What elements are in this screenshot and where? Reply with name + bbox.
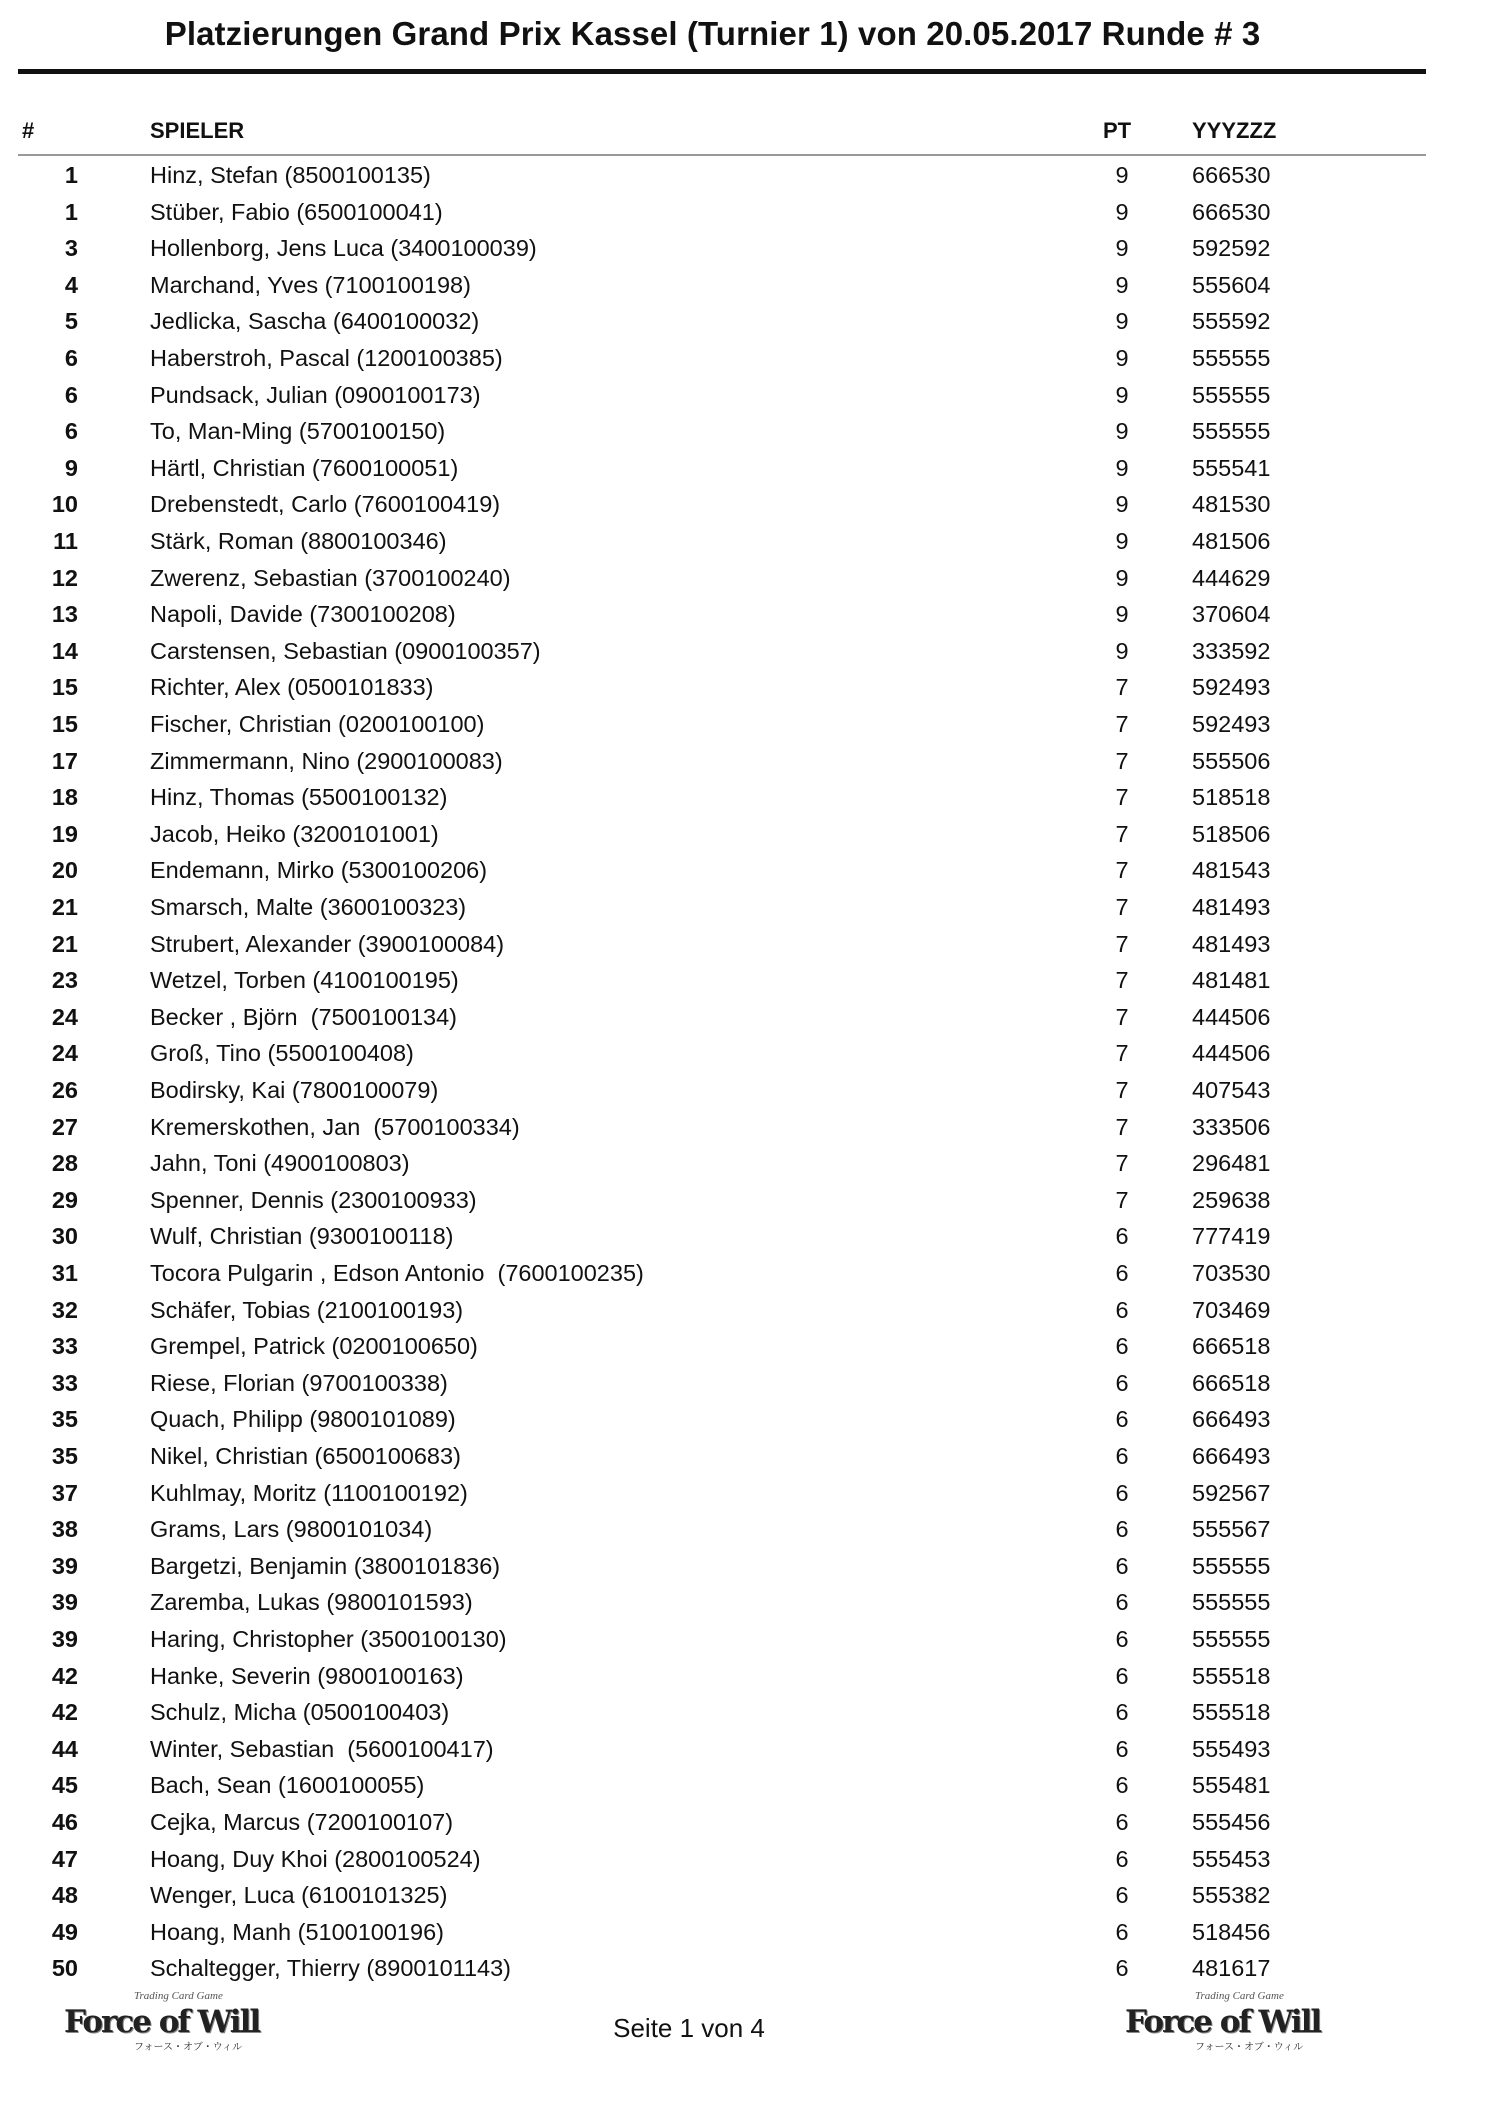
player-cell: Smarsch, Malte (3600100323) bbox=[150, 894, 467, 920]
tiebreak-cell: 518518 bbox=[1192, 784, 1271, 811]
player-cell: Wenger, Luca (6100101325) bbox=[150, 1882, 448, 1909]
table-row bbox=[0, 378, 1500, 414]
player-cell: Napoli, Davide (7300100208) bbox=[150, 601, 456, 628]
player-cell: Pundsack, Julian (0900100173) bbox=[150, 381, 481, 408]
points-cell: 6 bbox=[1115, 1516, 1129, 1543]
page-title: Platzierungen Grand Prix Kassel (Turnier 1) von 20.05.2017 Runde # 3 bbox=[164, 15, 1261, 52]
rank-cell: 4 bbox=[64, 271, 78, 298]
rank-cell: 17 bbox=[51, 747, 78, 774]
points-cell: 9 bbox=[1115, 198, 1129, 225]
points-cell: 9 bbox=[1115, 528, 1129, 554]
rank-cell: 37 bbox=[51, 1479, 78, 1506]
logo-name: Force of Will bbox=[1125, 2004, 1321, 2040]
table-row bbox=[0, 1585, 1500, 1621]
points-cell: 7 bbox=[1115, 1113, 1129, 1140]
player-cell: Tocora Pulgarin , Edson Antonio (7600100235) bbox=[150, 1260, 644, 1286]
player-cell: Hanke, Severin (9800100163) bbox=[150, 1662, 464, 1689]
table-row bbox=[0, 707, 1500, 743]
tiebreak-cell: 555555 bbox=[1192, 1626, 1271, 1652]
player-cell: To, Man-Ming (5700100150) bbox=[150, 418, 446, 445]
player-cell: Winter, Sebastian (5600100417) bbox=[150, 1735, 494, 1762]
points-cell: 6 bbox=[1115, 1735, 1129, 1762]
table-row bbox=[0, 195, 1500, 231]
points-cell: 9 bbox=[1115, 381, 1129, 408]
rank-cell: 47 bbox=[51, 1845, 78, 1872]
player-cell: Carstensen, Sebastian (0900100357) bbox=[150, 637, 541, 664]
tiebreak-cell: 481481 bbox=[1192, 967, 1271, 994]
title-divider bbox=[18, 69, 1426, 74]
points-cell: 6 bbox=[1115, 1809, 1129, 1835]
table-row bbox=[0, 1951, 1500, 1987]
table-row bbox=[0, 1000, 1500, 1036]
table-row bbox=[0, 1293, 1500, 1329]
table-row bbox=[0, 1073, 1500, 1109]
tiebreak-cell: 555555 bbox=[1192, 1589, 1271, 1616]
table-row bbox=[0, 927, 1500, 963]
table-row bbox=[0, 817, 1500, 853]
tiebreak-cell: 592493 bbox=[1192, 711, 1271, 737]
points-cell: 7 bbox=[1115, 820, 1129, 847]
player-cell: Richter, Alex (0500101833) bbox=[150, 674, 434, 701]
player-cell: Jahn, Toni (4900100803) bbox=[150, 1150, 410, 1177]
table-row bbox=[0, 670, 1500, 706]
rank-cell: 1 bbox=[64, 162, 78, 188]
points-cell: 7 bbox=[1115, 857, 1129, 884]
rank-cell: 31 bbox=[51, 1260, 78, 1286]
rank-cell: 23 bbox=[51, 967, 78, 994]
logo-japanese: フォース・オブ・ウィル bbox=[1195, 2042, 1304, 2053]
rank-cell: 39 bbox=[51, 1589, 78, 1616]
logo-tagline: Trading Card Game bbox=[134, 1990, 223, 2002]
table-row bbox=[0, 1476, 1500, 1512]
player-cell: Grams, Lars (9800101034) bbox=[150, 1516, 433, 1543]
player-cell: Schaltegger, Thierry (8900101143) bbox=[150, 1955, 512, 1982]
points-cell: 6 bbox=[1115, 1552, 1129, 1579]
table-row bbox=[0, 1439, 1500, 1475]
table-row bbox=[0, 1183, 1500, 1219]
table-row bbox=[0, 561, 1500, 597]
points-cell: 6 bbox=[1115, 1260, 1129, 1286]
table-row bbox=[0, 780, 1500, 816]
tiebreak-cell: 259638 bbox=[1192, 1186, 1271, 1213]
tiebreak-cell: 592592 bbox=[1192, 235, 1271, 262]
rank-cell: 45 bbox=[51, 1772, 78, 1799]
points-cell: 6 bbox=[1115, 1406, 1129, 1433]
points-cell: 9 bbox=[1115, 308, 1129, 335]
player-cell: Jacob, Heiko (3200101001) bbox=[150, 820, 439, 847]
tiebreak-cell: 555456 bbox=[1192, 1809, 1271, 1835]
tiebreak-cell: 296481 bbox=[1192, 1150, 1271, 1177]
tiebreak-cell: 555506 bbox=[1192, 747, 1271, 774]
player-cell: Spenner, Dennis (2300100933) bbox=[150, 1186, 477, 1213]
rank-cell: 33 bbox=[51, 1369, 78, 1396]
column-header-rank: # bbox=[22, 118, 35, 143]
tiebreak-cell: 555382 bbox=[1192, 1882, 1271, 1909]
player-cell: Nikel, Christian (6500100683) bbox=[150, 1443, 461, 1469]
points-cell: 9 bbox=[1115, 162, 1129, 188]
table-row bbox=[0, 1512, 1500, 1548]
player-cell: Cejka, Marcus (7200100107) bbox=[150, 1809, 454, 1835]
player-cell: Hinz, Stefan (8500100135) bbox=[150, 162, 431, 188]
points-cell: 6 bbox=[1115, 1296, 1129, 1323]
tiebreak-cell: 370604 bbox=[1192, 601, 1271, 628]
player-cell: Hoang, Manh (5100100196) bbox=[150, 1918, 444, 1945]
rank-cell: 30 bbox=[51, 1223, 78, 1250]
rank-cell: 24 bbox=[51, 1003, 78, 1030]
tiebreak-cell: 481493 bbox=[1192, 930, 1271, 957]
rank-cell: 39 bbox=[51, 1626, 78, 1652]
rank-cell: 33 bbox=[51, 1333, 78, 1360]
player-cell: Stärk, Roman (8800100346) bbox=[150, 528, 447, 554]
logo-tagline: Trading Card Game bbox=[1195, 1990, 1284, 2002]
rank-cell: 28 bbox=[51, 1150, 78, 1177]
rank-cell: 27 bbox=[51, 1113, 78, 1140]
rank-cell: 21 bbox=[51, 930, 78, 957]
column-header-points: PT bbox=[1103, 118, 1132, 143]
player-cell: Endemann, Mirko (5300100206) bbox=[150, 857, 488, 884]
table-row bbox=[0, 268, 1500, 304]
logo-japanese: フォース・オブ・ウィル bbox=[134, 2042, 243, 2053]
tiebreak-cell: 444506 bbox=[1192, 1003, 1271, 1030]
table-row bbox=[0, 1915, 1500, 1951]
force-of-will-logo-right bbox=[1125, 1990, 1385, 2056]
tiebreak-cell: 666518 bbox=[1192, 1333, 1271, 1360]
rank-cell: 1 bbox=[64, 198, 78, 225]
player-cell: Groß, Tino (5500100408) bbox=[150, 1040, 414, 1067]
tiebreak-cell: 777419 bbox=[1192, 1223, 1271, 1250]
rank-cell: 48 bbox=[51, 1882, 78, 1909]
tiebreak-cell: 555604 bbox=[1192, 271, 1271, 298]
table-row bbox=[0, 487, 1500, 523]
tiebreak-cell: 333592 bbox=[1192, 637, 1271, 664]
table-row bbox=[0, 853, 1500, 889]
rank-cell: 42 bbox=[51, 1662, 78, 1689]
player-cell: Zaremba, Lukas (9800101593) bbox=[150, 1589, 473, 1616]
points-cell: 9 bbox=[1115, 418, 1129, 445]
table-row bbox=[0, 1366, 1500, 1402]
points-cell: 7 bbox=[1115, 1077, 1129, 1103]
table-row bbox=[0, 963, 1500, 999]
rank-cell: 42 bbox=[51, 1699, 78, 1726]
rank-cell: 26 bbox=[51, 1077, 78, 1103]
rank-cell: 3 bbox=[64, 235, 78, 262]
table-row bbox=[0, 634, 1500, 670]
table-row bbox=[0, 1329, 1500, 1365]
table-row bbox=[0, 158, 1500, 194]
player-cell: Schäfer, Tobias (2100100193) bbox=[150, 1296, 464, 1323]
points-cell: 6 bbox=[1115, 1918, 1129, 1945]
column-header-tiebreak: YYYZZZ bbox=[1192, 118, 1277, 143]
points-cell: 6 bbox=[1115, 1662, 1129, 1689]
points-cell: 7 bbox=[1115, 711, 1129, 737]
table-row bbox=[0, 1219, 1500, 1255]
tiebreak-cell: 592493 bbox=[1192, 674, 1271, 701]
rank-cell: 38 bbox=[51, 1516, 78, 1543]
points-cell: 7 bbox=[1115, 674, 1129, 701]
table-row bbox=[0, 1549, 1500, 1585]
points-cell: 6 bbox=[1115, 1333, 1129, 1360]
points-cell: 6 bbox=[1115, 1882, 1129, 1909]
table-row bbox=[0, 524, 1500, 560]
table-row bbox=[0, 1146, 1500, 1182]
player-cell: Hollenborg, Jens Luca (3400100039) bbox=[150, 235, 537, 262]
tiebreak-cell: 555555 bbox=[1192, 381, 1271, 408]
table-row bbox=[0, 1805, 1500, 1841]
rank-cell: 29 bbox=[51, 1186, 78, 1213]
table-row bbox=[0, 890, 1500, 926]
tiebreak-cell: 481617 bbox=[1192, 1955, 1271, 1982]
tiebreak-cell: 703530 bbox=[1192, 1260, 1271, 1286]
points-cell: 7 bbox=[1115, 1003, 1129, 1030]
tiebreak-cell: 555555 bbox=[1192, 1552, 1271, 1579]
player-cell: Becker , Björn (7500100134) bbox=[150, 1003, 457, 1030]
player-cell: Schulz, Micha (0500100403) bbox=[150, 1699, 450, 1726]
points-cell: 7 bbox=[1115, 930, 1129, 957]
rank-cell: 6 bbox=[64, 418, 78, 445]
points-cell: 6 bbox=[1115, 1699, 1129, 1726]
rank-cell: 39 bbox=[51, 1552, 78, 1579]
rank-cell: 5 bbox=[64, 308, 78, 335]
tiebreak-cell: 555518 bbox=[1192, 1699, 1271, 1726]
table-row bbox=[0, 1695, 1500, 1731]
player-cell: Quach, Philipp (9800101089) bbox=[150, 1406, 456, 1433]
points-cell: 6 bbox=[1115, 1772, 1129, 1799]
player-cell: Wulf, Christian (9300100118) bbox=[150, 1223, 454, 1250]
points-cell: 6 bbox=[1115, 1479, 1129, 1506]
tiebreak-cell: 555567 bbox=[1192, 1516, 1271, 1543]
player-cell: Kuhlmay, Moritz (1100100192) bbox=[150, 1479, 468, 1506]
rank-cell: 32 bbox=[51, 1296, 78, 1323]
tiebreak-cell: 666530 bbox=[1192, 198, 1271, 225]
points-cell: 7 bbox=[1115, 967, 1129, 994]
player-cell: Riese, Florian (9700100338) bbox=[150, 1369, 448, 1396]
tiebreak-cell: 555592 bbox=[1192, 308, 1271, 335]
points-cell: 9 bbox=[1115, 637, 1129, 664]
points-cell: 9 bbox=[1115, 271, 1129, 298]
tiebreak-cell: 481493 bbox=[1192, 894, 1271, 920]
tiebreak-cell: 555541 bbox=[1192, 454, 1271, 481]
points-cell: 7 bbox=[1115, 784, 1129, 811]
tiebreak-cell: 555555 bbox=[1192, 345, 1271, 371]
points-cell: 6 bbox=[1115, 1443, 1129, 1469]
player-cell: Zimmermann, Nino (2900100083) bbox=[150, 747, 503, 774]
rank-cell: 24 bbox=[51, 1040, 78, 1067]
page-number: Seite 1 von 4 bbox=[613, 2013, 765, 2043]
rank-cell: 19 bbox=[51, 820, 78, 847]
rank-cell: 11 bbox=[53, 528, 78, 554]
rank-cell: 15 bbox=[51, 674, 78, 701]
points-cell: 7 bbox=[1115, 1150, 1129, 1177]
tiebreak-cell: 518506 bbox=[1192, 820, 1271, 847]
rank-cell: 6 bbox=[64, 381, 78, 408]
tiebreak-cell: 481530 bbox=[1192, 491, 1271, 518]
table-row bbox=[0, 1732, 1500, 1768]
player-cell: Haberstroh, Pascal (1200100385) bbox=[150, 345, 503, 371]
points-cell: 9 bbox=[1115, 564, 1129, 591]
table-row bbox=[0, 1878, 1500, 1914]
table-row bbox=[0, 414, 1500, 450]
table-row bbox=[0, 1768, 1500, 1804]
points-cell: 9 bbox=[1115, 601, 1129, 628]
rank-cell: 44 bbox=[51, 1735, 78, 1762]
table-row bbox=[0, 1256, 1500, 1292]
rank-cell: 35 bbox=[51, 1406, 78, 1433]
points-cell: 6 bbox=[1115, 1845, 1129, 1872]
points-cell: 7 bbox=[1115, 894, 1129, 920]
rank-cell: 21 bbox=[51, 894, 78, 920]
tiebreak-cell: 666530 bbox=[1192, 162, 1271, 188]
player-cell: Strubert, Alexander (3900100084) bbox=[150, 930, 505, 957]
player-cell: Hoang, Duy Khoi (2800100524) bbox=[150, 1845, 481, 1872]
player-cell: Härtl, Christian (7600100051) bbox=[150, 454, 459, 481]
tiebreak-cell: 444506 bbox=[1192, 1040, 1271, 1067]
player-cell: Stüber, Fabio (6500100041) bbox=[150, 198, 443, 225]
logo-name: Force of Will bbox=[64, 2004, 260, 2040]
force-of-will-logo-left bbox=[64, 1990, 324, 2056]
tiebreak-cell: 666518 bbox=[1192, 1369, 1271, 1396]
table-row bbox=[0, 341, 1500, 377]
points-cell: 6 bbox=[1115, 1589, 1129, 1616]
table-row bbox=[0, 1659, 1500, 1695]
tiebreak-cell: 555518 bbox=[1192, 1662, 1271, 1689]
rank-cell: 9 bbox=[64, 454, 78, 481]
player-cell: Jedlicka, Sascha (6400100032) bbox=[150, 308, 480, 335]
rank-cell: 10 bbox=[51, 491, 78, 518]
table-row bbox=[0, 231, 1500, 267]
player-cell: Bargetzi, Benjamin (3800101836) bbox=[150, 1552, 501, 1579]
points-cell: 6 bbox=[1115, 1955, 1129, 1982]
table-row bbox=[0, 597, 1500, 633]
player-cell: Hinz, Thomas (5500100132) bbox=[150, 784, 448, 811]
table-row bbox=[0, 1036, 1500, 1072]
player-cell: Fischer, Christian (0200100100) bbox=[150, 711, 485, 737]
tiebreak-cell: 481506 bbox=[1192, 528, 1271, 554]
table-row bbox=[0, 744, 1500, 780]
points-cell: 7 bbox=[1115, 1186, 1129, 1213]
player-cell: Bodirsky, Kai (7800100079) bbox=[150, 1077, 439, 1103]
rank-cell: 6 bbox=[64, 345, 78, 371]
rank-cell: 50 bbox=[51, 1955, 78, 1982]
tiebreak-cell: 481543 bbox=[1192, 857, 1271, 884]
player-cell: Kremerskothen, Jan (5700100334) bbox=[150, 1113, 520, 1140]
table-row bbox=[0, 451, 1500, 487]
header-divider bbox=[18, 154, 1426, 156]
tiebreak-cell: 555453 bbox=[1192, 1845, 1271, 1872]
tiebreak-cell: 555481 bbox=[1192, 1772, 1271, 1799]
points-cell: 7 bbox=[1115, 747, 1129, 774]
tiebreak-cell: 666493 bbox=[1192, 1406, 1271, 1433]
points-cell: 9 bbox=[1115, 491, 1129, 518]
tiebreak-cell: 592567 bbox=[1192, 1479, 1271, 1506]
tiebreak-cell: 666493 bbox=[1192, 1443, 1271, 1469]
column-header-player: SPIELER bbox=[150, 118, 245, 143]
tiebreak-cell: 407543 bbox=[1192, 1077, 1271, 1103]
points-cell: 6 bbox=[1115, 1369, 1129, 1396]
player-cell: Drebenstedt, Carlo (7600100419) bbox=[150, 491, 501, 518]
rank-cell: 15 bbox=[51, 711, 78, 737]
points-cell: 9 bbox=[1115, 454, 1129, 481]
table-row bbox=[0, 1622, 1500, 1658]
table-row bbox=[0, 1402, 1500, 1438]
rank-cell: 20 bbox=[51, 857, 78, 884]
player-cell: Wetzel, Torben (4100100195) bbox=[150, 967, 459, 994]
tiebreak-cell: 555493 bbox=[1192, 1735, 1271, 1762]
player-cell: Marchand, Yves (7100100198) bbox=[150, 271, 471, 298]
table-row bbox=[0, 1110, 1500, 1146]
player-cell: Zwerenz, Sebastian (3700100240) bbox=[150, 564, 511, 591]
table-row bbox=[0, 304, 1500, 340]
rank-cell: 14 bbox=[51, 637, 78, 664]
points-cell: 9 bbox=[1115, 345, 1129, 371]
points-cell: 6 bbox=[1115, 1223, 1129, 1250]
tiebreak-cell: 555555 bbox=[1192, 418, 1271, 445]
points-cell: 7 bbox=[1115, 1040, 1129, 1067]
rank-cell: 12 bbox=[51, 564, 78, 591]
table-row bbox=[0, 1842, 1500, 1878]
rank-cell: 46 bbox=[51, 1809, 78, 1835]
points-cell: 6 bbox=[1115, 1626, 1129, 1652]
tiebreak-cell: 444629 bbox=[1192, 564, 1271, 591]
rank-cell: 35 bbox=[51, 1443, 78, 1469]
tiebreak-cell: 703469 bbox=[1192, 1296, 1271, 1323]
points-cell: 9 bbox=[1115, 235, 1129, 262]
player-cell: Bach, Sean (1600100055) bbox=[150, 1772, 425, 1799]
rank-cell: 49 bbox=[51, 1918, 78, 1945]
player-cell: Haring, Christopher (3500100130) bbox=[150, 1626, 507, 1652]
tiebreak-cell: 333506 bbox=[1192, 1113, 1271, 1140]
player-cell: Grempel, Patrick (0200100650) bbox=[150, 1333, 478, 1360]
rank-cell: 13 bbox=[51, 601, 78, 628]
rank-cell: 18 bbox=[51, 784, 78, 811]
tiebreak-cell: 518456 bbox=[1192, 1918, 1271, 1945]
